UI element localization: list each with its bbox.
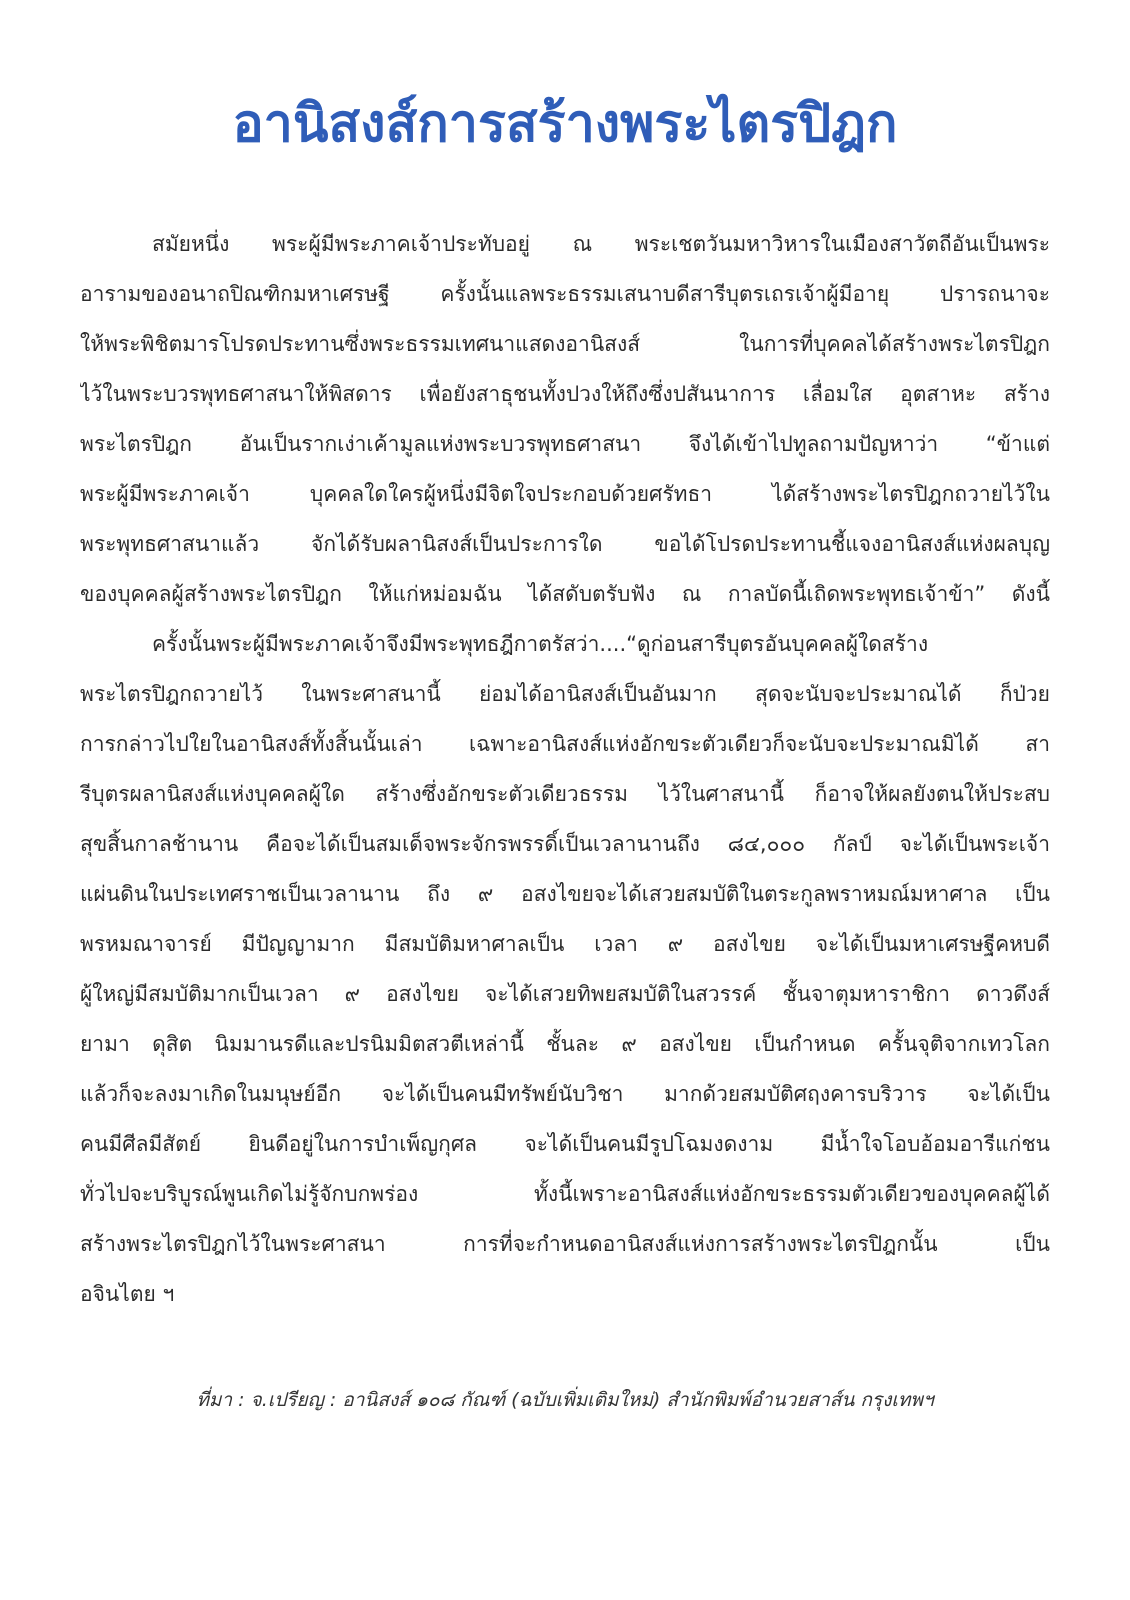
text-line: พรหมณาจารย์ มีปัญญามาก มีสมบัติมหาศาลเป็น เวลา ๙ อสงไขย จะได้เป็นมหาเศรษฐีคหบดี	[80, 932, 1050, 956]
text-line: ผู้ใหญ่มีสมบัติมากเป็นเวลา ๙ อสงไขย จะได้เสวยทิพยสมบัติในสวรรค์ ชั้นจาตุมหาราชิกา ดาวดึงส์	[80, 982, 1050, 1006]
document-body	[80, 219, 1050, 1319]
text-line: การกล่าวไปใยในอานิสงส์ทั้งสิ้นนั้นเล่า เฉพาะอานิสงส์แห่งอักขระตัวเดียวก็จะนับจะประมาณมิได้ สา	[80, 732, 1050, 756]
text-line: ทั่วไปจะบริบูรณ์พูนเกิดไม่รู้จักบกพร่อง ทั้งนี้เพราะอานิสงส์แห่งอักขระธรรมตัวเดียวของบุคคลผู้ได้	[80, 1182, 1050, 1206]
text-line: สมัยหนึ่ง พระผู้มีพระภาคเจ้าประทับอยู่ ณ พระเชตวันมหาวิหารในเมืองสาวัตถีอันเป็นพระ	[152, 232, 1050, 256]
paragraph-2	[80, 619, 1050, 1319]
text-line: แผ่นดินในประเทศราชเป็นเวลานาน ถึง ๙ อสงไขยจะได้เสวยสมบัติในตระกูลพราหมณ์มหาศาล เป็น	[80, 882, 1050, 906]
text-line: รีบุตรผลานิสงส์แห่งบุคคลผู้ใด สร้างซึ่งอักขระตัวเดียวธรรม ไว้ในศาสนานี้ ก็อาจให้ผลยังตนให้ประสบ	[80, 782, 1050, 806]
text-line: คนมีศีลมีสัตย์ ยินดีอยู่ในการบำเพ็ญกุศล จะได้เป็นคนมีรูปโฉมงดงาม มีน้ำใจโอบอ้อมอารีแก่ชน	[80, 1132, 1050, 1156]
text-line: ให้พระพิชิตมารโปรดประทานซึ่งพระธรรมเทศนาแสดงอานิสงส์ ในการที่บุคคลได้สร้างพระไตรปิฎก	[80, 332, 1050, 356]
text-line: ของบุคคลผู้สร้างพระไตรปิฎก ให้แก่หม่อมฉัน ได้สดับตรับฟัง ณ กาลบัดนี้เถิดพระพุทธเจ้าข้า” ดังนี้	[80, 582, 1050, 606]
text-line: พระผู้มีพระภาคเจ้า บุคคลใดใครผู้หนึ่งมีจิตใจประกอบด้วยศรัทธา ได้สร้างพระไตรปิฎกถวายไว้ใน	[80, 482, 1050, 506]
text-line: สุขสิ้นกาลช้านาน คือจะได้เป็นสมเด็จพระจักรพรรดิ์เป็นเวลานานถึง ๘๔,๐๐๐ กัลป์ จะได้เป็นพระเจ้า	[80, 832, 1050, 856]
text-line: ยามา ดุสิต นิมมานรดีและปรนิมมิตสวตีเหล่านี้ ชั้นละ ๙ อสงไขย เป็นกำหนด ครั้นจุติจากเทวโลก	[80, 1032, 1050, 1056]
text-line: สร้างพระไตรปิฎกไว้ในพระศาสนา การที่จะกำหนดอานิสงส์แห่งการสร้างพระไตรปิฎกนั้น เป็น	[80, 1232, 1050, 1256]
paragraph-1	[80, 219, 1050, 619]
text-line: แล้วก็จะลงมาเกิดในมนุษย์อีก จะได้เป็นคนมีทรัพย์นับวิชา มากด้วยสมบัติศฤงคารบริวาร จะได้เป็น	[80, 1082, 1050, 1106]
source-citation: ที่มา : จ.เปรียญ : อานิสงส์ ๑๐๘ กัณฑ์ (ฉบับเพิ่มเติมใหม่) สำนักพิมพ์อำนวยสาส์น กรุงเทพฯ	[196, 1389, 934, 1411]
text-line: พระไตรปิฎก อันเป็นรากเง่าเค้ามูลแห่งพระบวรพุทธศาสนา จึงได้เข้าไปทูลถามปัญหาว่า “ข้าแต่	[80, 432, 1050, 456]
text-line: อจินไตย ฯ	[80, 1282, 175, 1306]
document-title: อานิสงส์การสร้างพระไตรปิฎก	[232, 94, 898, 154]
text-line: ไว้ในพระบวรพุทธศาสนาให้พิสดาร เพื่อยังสาธุชนทั้งปวงให้ถึงซึ่งปสันนาการ เลื่อมใส อุตสาหะ สร้าง	[80, 382, 1050, 406]
text-line: อารามของอนาถปิณฑิกมหาเศรษฐี ครั้งนั้นแลพระธรรมเสนาบดีสารีบุตรเถรเจ้าผู้มีอายุ ปรารถนาจะ	[80, 282, 1050, 306]
text-line: พระไตรปิฎกถวายไว้ ในพระศาสนานี้ ย่อมได้อานิสงส์เป็นอันมาก สุดจะนับจะประมาณได้ ก็ป่วย	[80, 682, 1050, 706]
text-line: ครั้งนั้นพระผู้มีพระภาคเจ้าจึงมีพระพุทธฎีกาตรัสว่า....“ดูก่อนสารีบุตรอันบุคคลผู้ใดสร้าง	[152, 632, 929, 656]
text-line: พระพุทธศาสนาแล้ว จักได้รับผลานิสงส์เป็นประการใด ขอได้โปรดประทานชี้แจงอานิสงส์แห่งผลบุญ	[80, 532, 1050, 556]
